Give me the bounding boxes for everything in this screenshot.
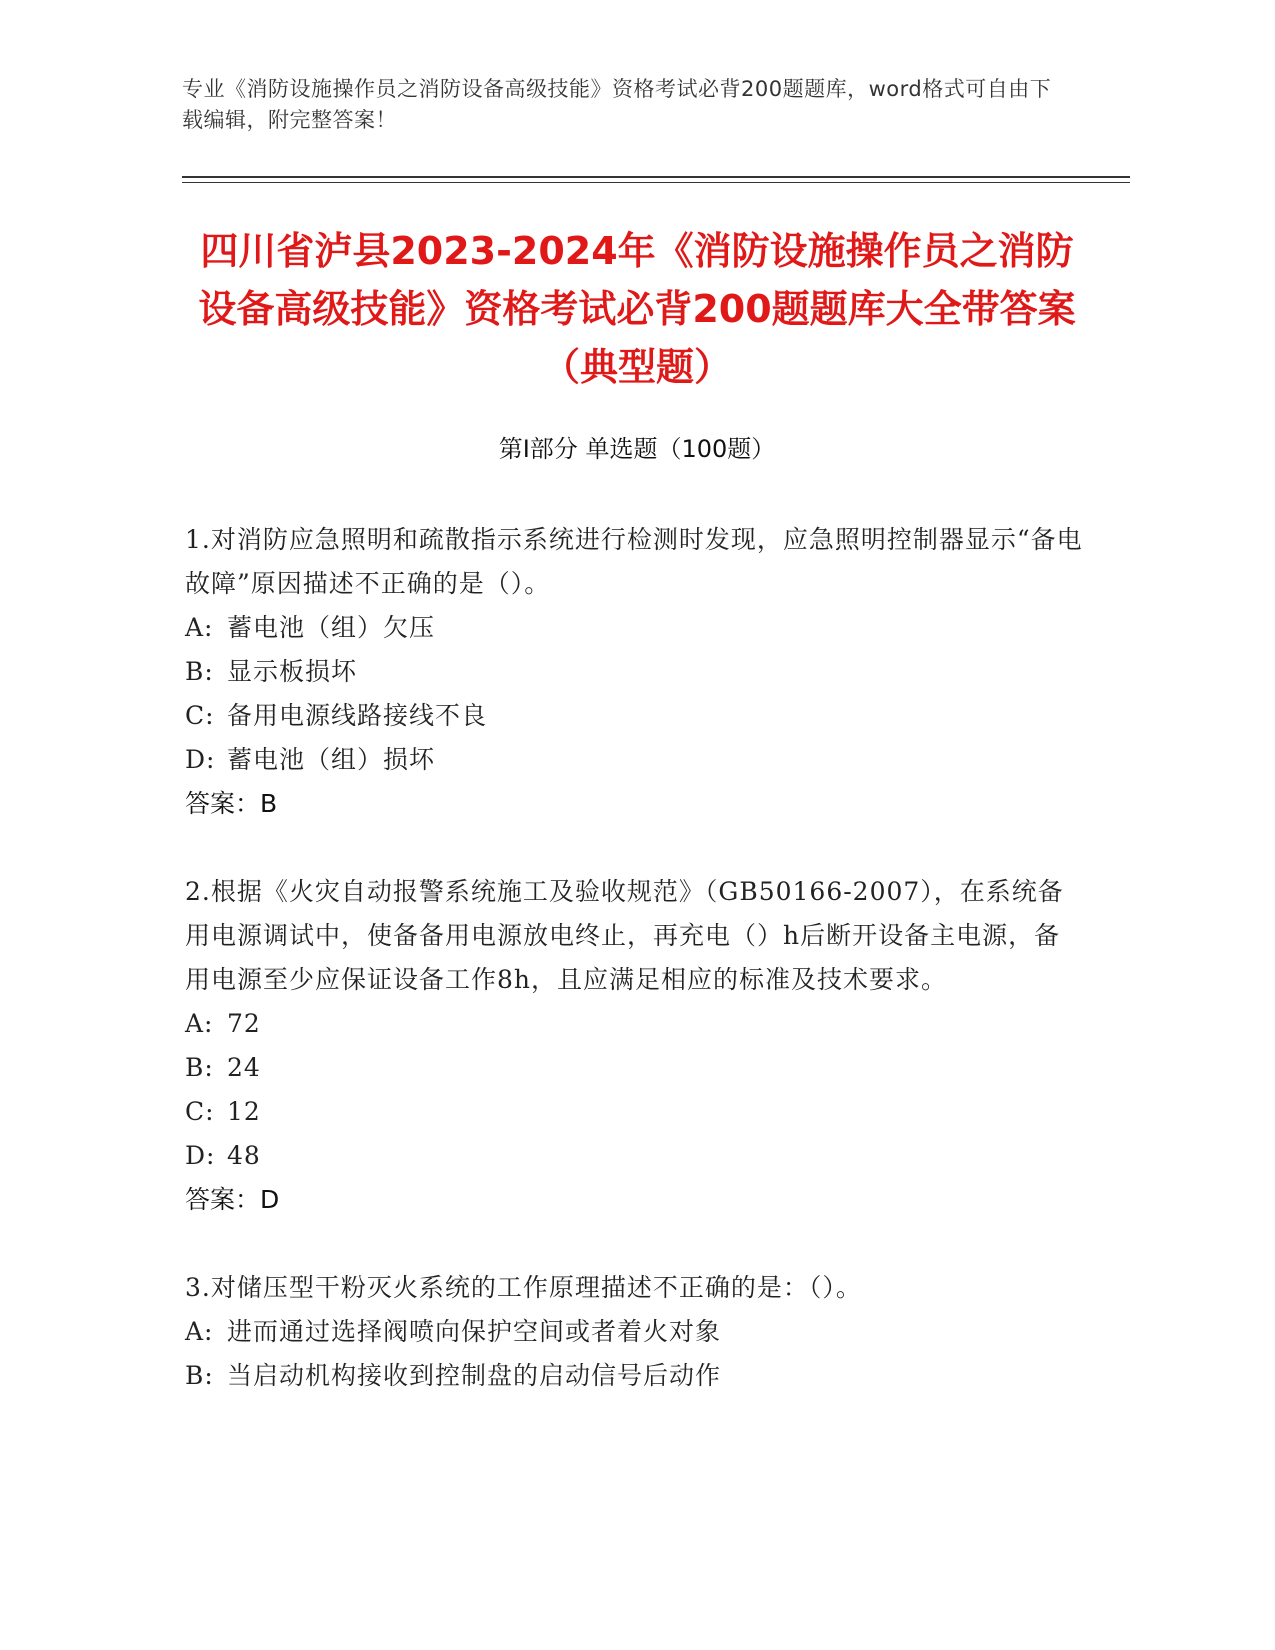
option-c (185, 1090, 1085, 1134)
option-a (185, 1002, 1085, 1046)
option-text: 进而通过选择阀喷向保护空间或者着火对象 (227, 1317, 722, 1346)
question-stem: 2.根据《火灾自动报警系统施工及验收规范》（GB50166-2007），在系统备用电源调试中，使备备用电源放电终止，再充电（）h后断开设备主电源，备用电源至少应保证设备工作8h，且应满足相应的标准及技术要求。 (185, 877, 1064, 994)
option-a (185, 606, 1085, 650)
question-2 (185, 870, 1085, 1222)
answer-line: 答案：B (185, 789, 278, 818)
option-text: 72 (227, 1009, 261, 1038)
option-text: 显示板损坏 (227, 657, 358, 686)
option-letter: D: (185, 745, 216, 774)
option-letter: B: (185, 1053, 214, 1082)
question-list (185, 518, 1085, 1442)
option-d (185, 1134, 1085, 1178)
option-text: 12 (227, 1097, 261, 1126)
question-3 (185, 1266, 1085, 1398)
header-rule-thick (182, 176, 1130, 178)
option-letter: B: (185, 657, 214, 686)
option-text: 蓄电池（组）损坏 (227, 745, 436, 774)
option-text: 24 (227, 1053, 261, 1082)
option-letter: D: (185, 1141, 216, 1170)
option-c (185, 694, 1085, 738)
question-stem: 3.对储压型干粉灭火系统的工作原理描述不正确的是：（）。 (185, 1273, 862, 1302)
option-text: 备用电源线路接线不良 (227, 701, 488, 730)
document-title: 四川省泸县2023-2024年《消防设施操作员之消防设备高级技能》资格考试必背200题题库大全带答案（典型题） (198, 229, 1076, 389)
option-letter: B: (185, 1361, 214, 1390)
option-letter: C: (185, 1097, 215, 1126)
question-1 (185, 518, 1085, 826)
option-letter: C: (185, 701, 215, 730)
header-rule-thin (182, 182, 1130, 183)
header-note: 专业《消防设施操作员之消防设备高级技能》资格考试必背200题题库，word格式可自由下载编辑，附完整答案！ (182, 77, 1052, 132)
option-text: 48 (227, 1141, 261, 1170)
option-text: 当启动机构接收到控制盘的启动信号后动作 (227, 1361, 722, 1390)
option-b (185, 1354, 1085, 1398)
option-d (185, 738, 1085, 782)
option-letter: A: (185, 1009, 214, 1038)
option-a (185, 1310, 1085, 1354)
option-letter: A: (185, 1317, 214, 1346)
answer-line: 答案：D (185, 1185, 280, 1214)
question-stem: 1.对消防应急照明和疏散指示系统进行检测时发现，应急照明控制器显示“备电故障”原因描述不正确的是（）。 (185, 525, 1083, 598)
option-letter: A: (185, 613, 214, 642)
option-b (185, 650, 1085, 694)
option-text: 蓄电池（组）欠压 (227, 613, 436, 642)
section-heading: 第I部分 单选题（100题） (498, 435, 776, 463)
option-b (185, 1046, 1085, 1090)
